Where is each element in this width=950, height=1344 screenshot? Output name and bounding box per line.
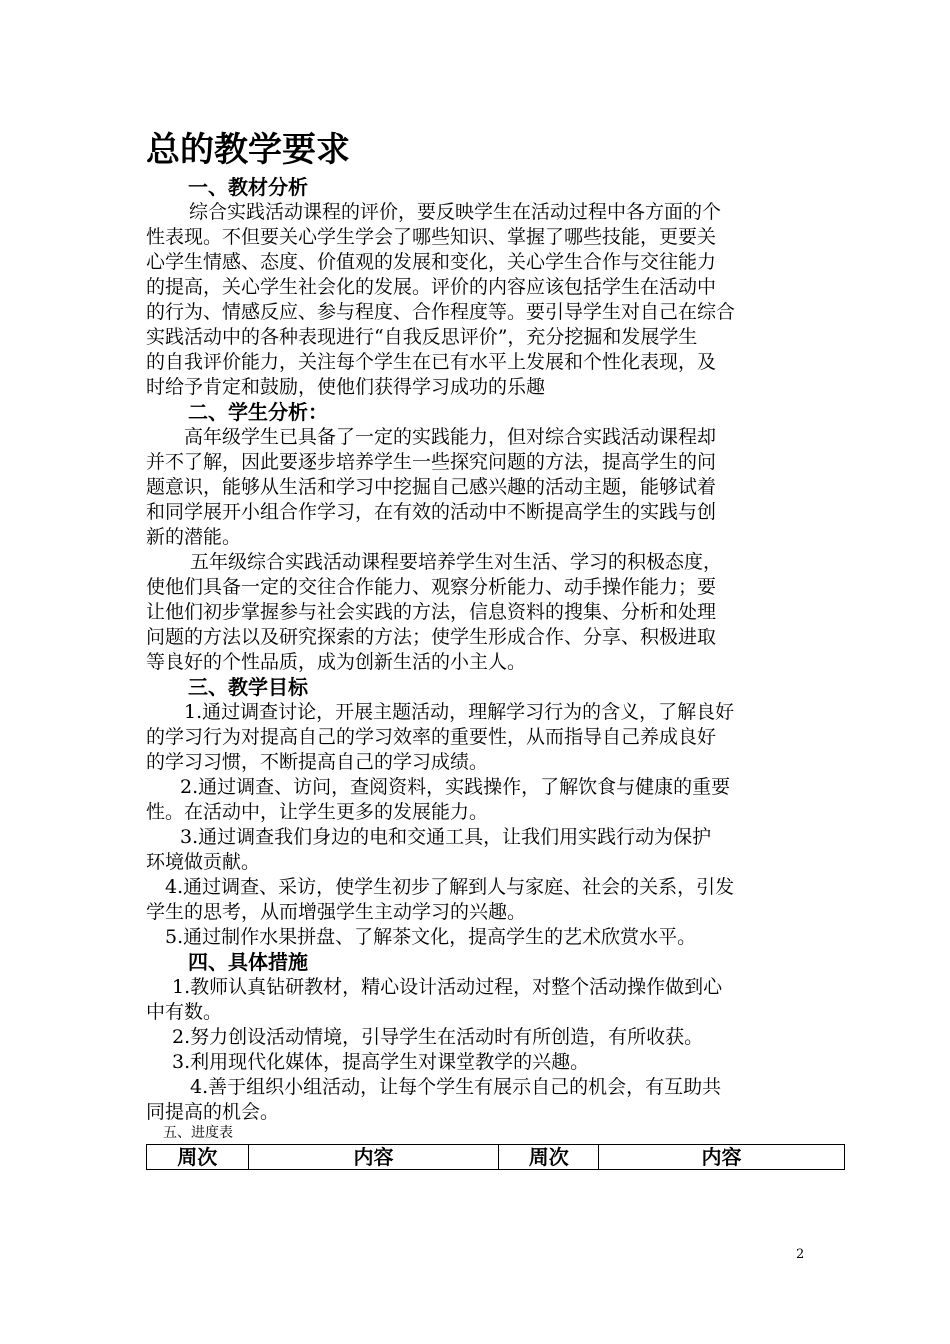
paragraph-line: 五年级综合实践活动课程要培养学生对生活、学习的积极态度， [190, 551, 723, 573]
paragraph-line: 5.通过制作水果拼盘、了解茶文化，提高学生的艺术欣赏水平。 [165, 926, 697, 948]
paragraph-line: 的学习行为对提高自己的学习效率的重要性，从而指导自己养成良好 [146, 726, 717, 748]
column-header-week: 周次 [147, 1145, 249, 1170]
paragraph-line: 1.通过调查讨论，开展主题活动，理解学习行为的含义，了解良好 [184, 701, 735, 723]
paragraph-line: 让他们初步掌握参与社会实践的方法，信息资料的搜集、分析和处理 [146, 601, 717, 623]
document-title: 总的教学要求 [146, 130, 350, 170]
paragraph-line: 题意识，能够从生活和学习中挖掘自己感兴趣的活动主题，能够试着 [146, 476, 717, 498]
paragraph-line: 3.利用现代化媒体，提高学生对课堂教学的兴趣。 [172, 1051, 590, 1073]
paragraph-line: 高年级学生已具备了一定的实践能力，但对综合实践活动课程却 [184, 426, 717, 448]
paragraph-line: 中有数。 [146, 1001, 223, 1023]
schedule-table [146, 1144, 845, 1170]
column-header-content: 内容 [599, 1145, 845, 1170]
paragraph-line: 4.通过调查、采访，使学生初步了解到人与家庭、社会的关系，引发 [165, 876, 735, 898]
paragraph-line: 性表现。不但要关心学生学会了哪些知识、掌握了哪些技能，更要关 [146, 226, 717, 248]
schedule-label: 五、进度表 [163, 1125, 233, 1141]
paragraph-line: 2.通过调查、访问，查阅资料，实践操作，了解饮食与健康的重要 [180, 776, 731, 798]
paragraph-line: 性。在活动中，让学生更多的发展能力。 [146, 801, 489, 823]
paragraph-line: 的学习习惯，不断提高自己的学习成绩。 [146, 751, 489, 773]
section-heading-students: 二、学生分析： [188, 400, 328, 424]
paragraph-line: 4.善于组织小组活动，让每个学生有展示自己的机会，有互助共 [190, 1076, 722, 1098]
paragraph-line: 和同学展开小组合作学习，在有效的活动中不断提高学生的实践与创 [146, 501, 717, 523]
paragraph-line: 时给予肯定和鼓励，使他们获得学习成功的乐趣 [146, 376, 546, 398]
paragraph-line: 等良好的个性品质，成为创新生活的小主人。 [146, 651, 527, 673]
paragraph-line: 环境做贡献。 [146, 851, 261, 873]
paragraph-line: 同提高的机会。 [146, 1101, 280, 1123]
paragraph-line: 使他们具备一定的交往合作能力、观察分析能力、动手操作能力；要 [146, 576, 717, 598]
paragraph-line: 新的潜能。 [146, 526, 242, 548]
paragraph-line: 的自我评价能力，关注每个学生在已有水平上发展和个性化表现，及 [146, 351, 717, 373]
section-heading-objectives: 三、教学目标 [188, 675, 308, 699]
column-header-content: 内容 [248, 1145, 499, 1170]
column-header-week: 周次 [499, 1145, 599, 1170]
schedule-header-row [147, 1145, 845, 1170]
paragraph-line: 心学生情感、态度、价值观的发展和变化，关心学生合作与交往能力 [146, 251, 717, 273]
section-heading-measures: 四、具体措施 [188, 950, 308, 974]
paragraph-line: 2.努力创设活动情境，引导学生在活动时有所创造，有所收获。 [172, 1026, 704, 1048]
paragraph-line: 学生的思考，从而增强学生主动学习的兴趣。 [146, 901, 527, 923]
section-heading-materials: 一、教材分析 [188, 175, 308, 199]
paragraph-line: 1.教师认真钻研教材，精心设计活动过程，对整个活动操作做到心 [172, 976, 723, 998]
paragraph-line: 实践活动中的各种表现进行“自我反思评价”，充分挖掘和发展学生 [146, 326, 698, 348]
paragraph-line: 问题的方法以及研究探索的方法；使学生形成合作、分享、积极进取 [146, 626, 717, 648]
paragraph-line: 并不了解，因此要逐步培养学生一些探究问题的方法，提高学生的问 [146, 451, 717, 473]
paragraph-line: 综合实践活动课程的评价，要反映学生在活动过程中各方面的个 [189, 201, 722, 223]
paragraph-line: 3.通过调查我们身边的电和交通工具，让我们用实践行动为保护 [180, 826, 712, 848]
paragraph-line: 的提高，关心学生社会化的发展。评价的内容应该包括学生在活动中 [146, 276, 717, 298]
paragraph-line: 的行为、情感反应、参与程度、合作程度等。要引导学生对自己在综合 [146, 301, 736, 323]
page-number: 2 [796, 1247, 805, 1262]
